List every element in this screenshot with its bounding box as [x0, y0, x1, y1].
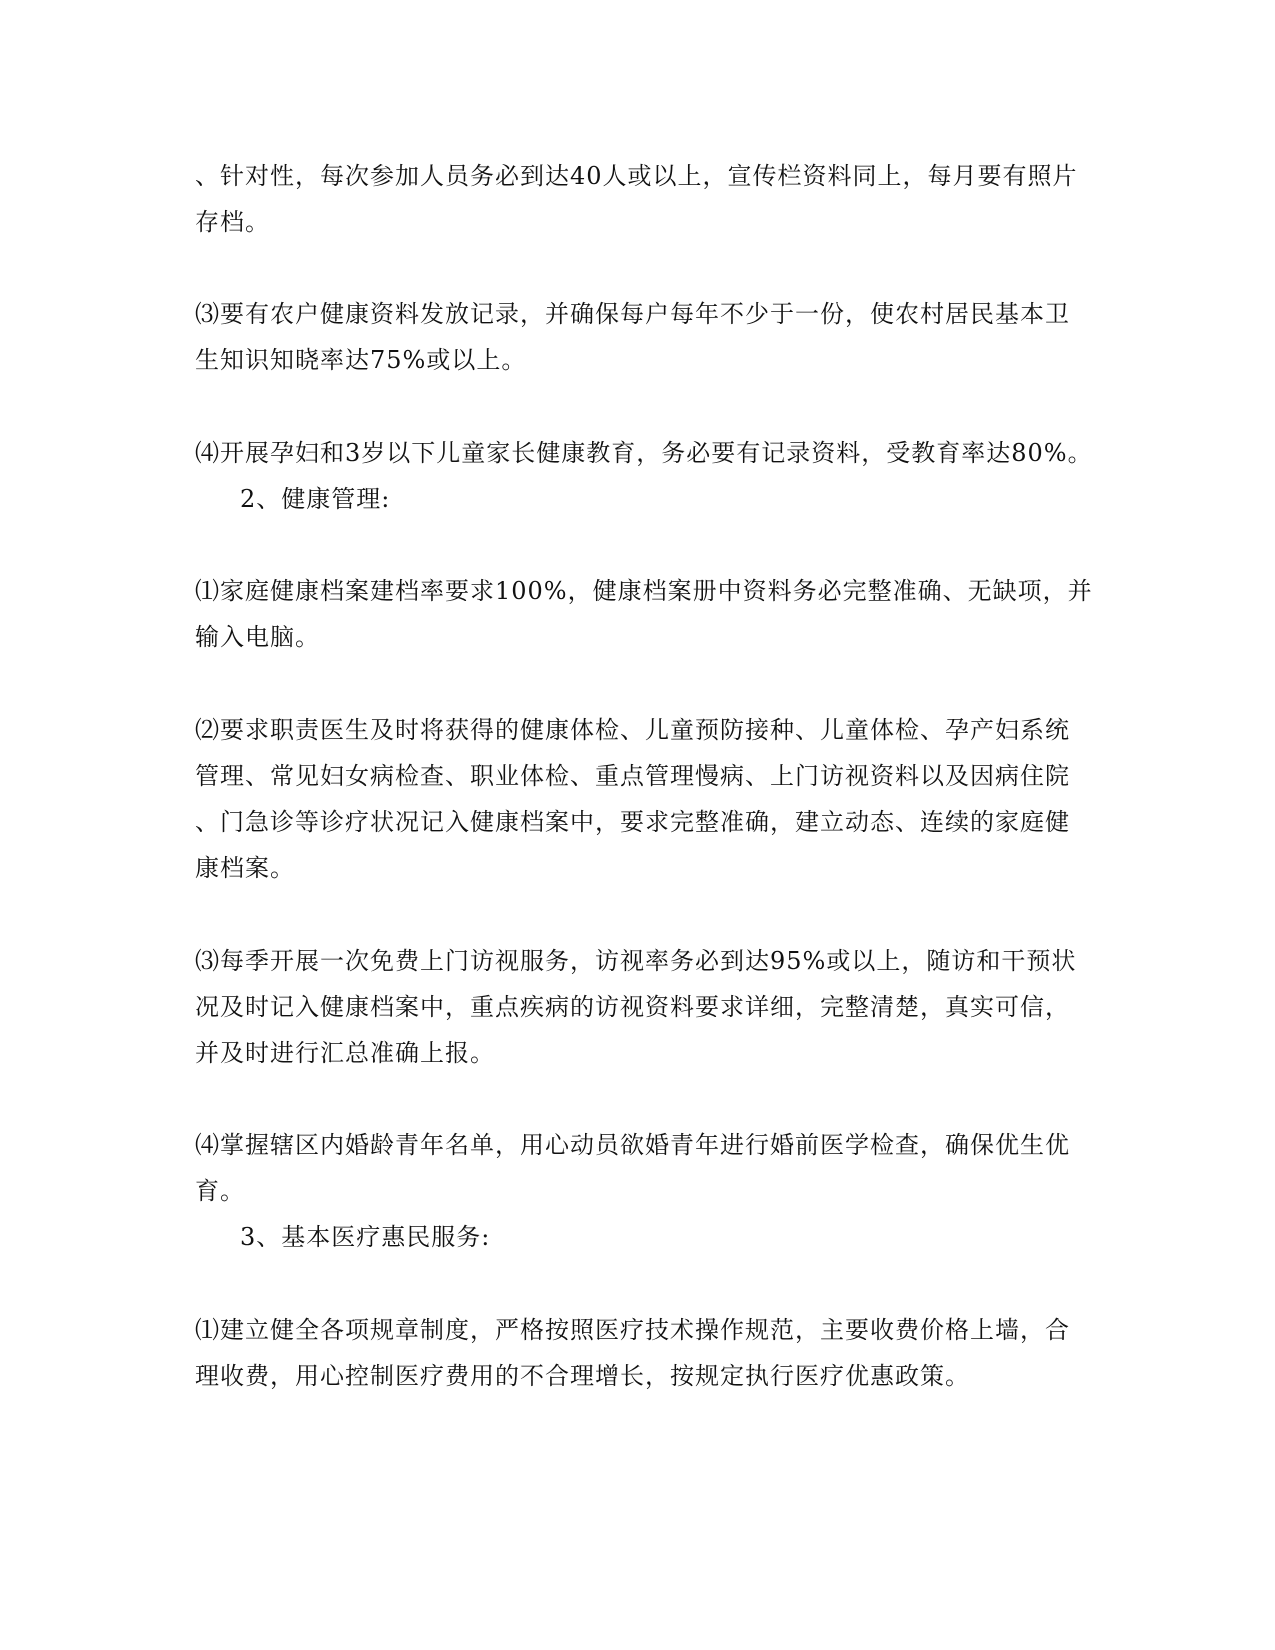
paragraph-line: ⑴家庭健康档案建档率要求100%，健康档案册中资料务必完整准确、无缺项，并 — [195, 577, 1093, 605]
paragraph-line: ⑷开展孕妇和3岁以下儿童家长健康教育，务必要有记录资料，受教育率达80%。 — [195, 439, 1093, 467]
paragraph-line: ⑶每季开展一次免费上门访视服务，访视率务必到达95%或以上，随访和干预状 — [195, 947, 1077, 975]
paragraph-line: ⑷掌握辖区内婚龄青年名单，用心动员欲婚青年进行婚前医学检查，确保优生优 — [195, 1131, 1070, 1159]
section-heading: 3、基本医疗惠民服务: — [240, 1223, 491, 1251]
paragraph-line: 、门急诊等诊疗状况记入健康档案中，要求完整准确，建立动态、连续的家庭健 — [195, 808, 1070, 836]
paragraph-line: 并及时进行汇总准确上报。 — [195, 1039, 495, 1067]
paragraph-line: 生知识知晓率达75%或以上。 — [195, 346, 527, 374]
paragraph-line: 输入电脑。 — [195, 623, 320, 651]
paragraph-line: ⑵要求职责医生及时将获得的健康体检、儿童预防接种、儿童体检、孕产妇系统 — [195, 716, 1070, 744]
paragraph-line: 育。 — [195, 1177, 245, 1205]
paragraph-line: 管理、常见妇女病检查、职业体检、重点管理慢病、上门访视资料以及因病住院 — [195, 762, 1070, 790]
paragraph-line: 、针对性，每次参加人员务必到达40人或以上，宣传栏资料同上，每月要有照片 — [195, 162, 1078, 190]
section-heading: 2、健康管理: — [240, 485, 391, 513]
paragraph-line: 存档。 — [195, 208, 270, 236]
paragraph-line: 康档案。 — [195, 854, 295, 882]
paragraph-line: ⑴建立健全各项规章制度，严格按照医疗技术操作规范，主要收费价格上墙，合 — [195, 1316, 1070, 1344]
paragraph-line: 理收费，用心控制医疗费用的不合理增长，按规定执行医疗优惠政策。 — [195, 1362, 970, 1390]
paragraph-line: 况及时记入健康档案中，重点疾病的访视资料要求详细，完整清楚，真实可信， — [195, 993, 1070, 1021]
paragraph-line: ⑶要有农户健康资料发放记录，并确保每户每年不少于一份，使农村居民基本卫 — [195, 300, 1070, 328]
